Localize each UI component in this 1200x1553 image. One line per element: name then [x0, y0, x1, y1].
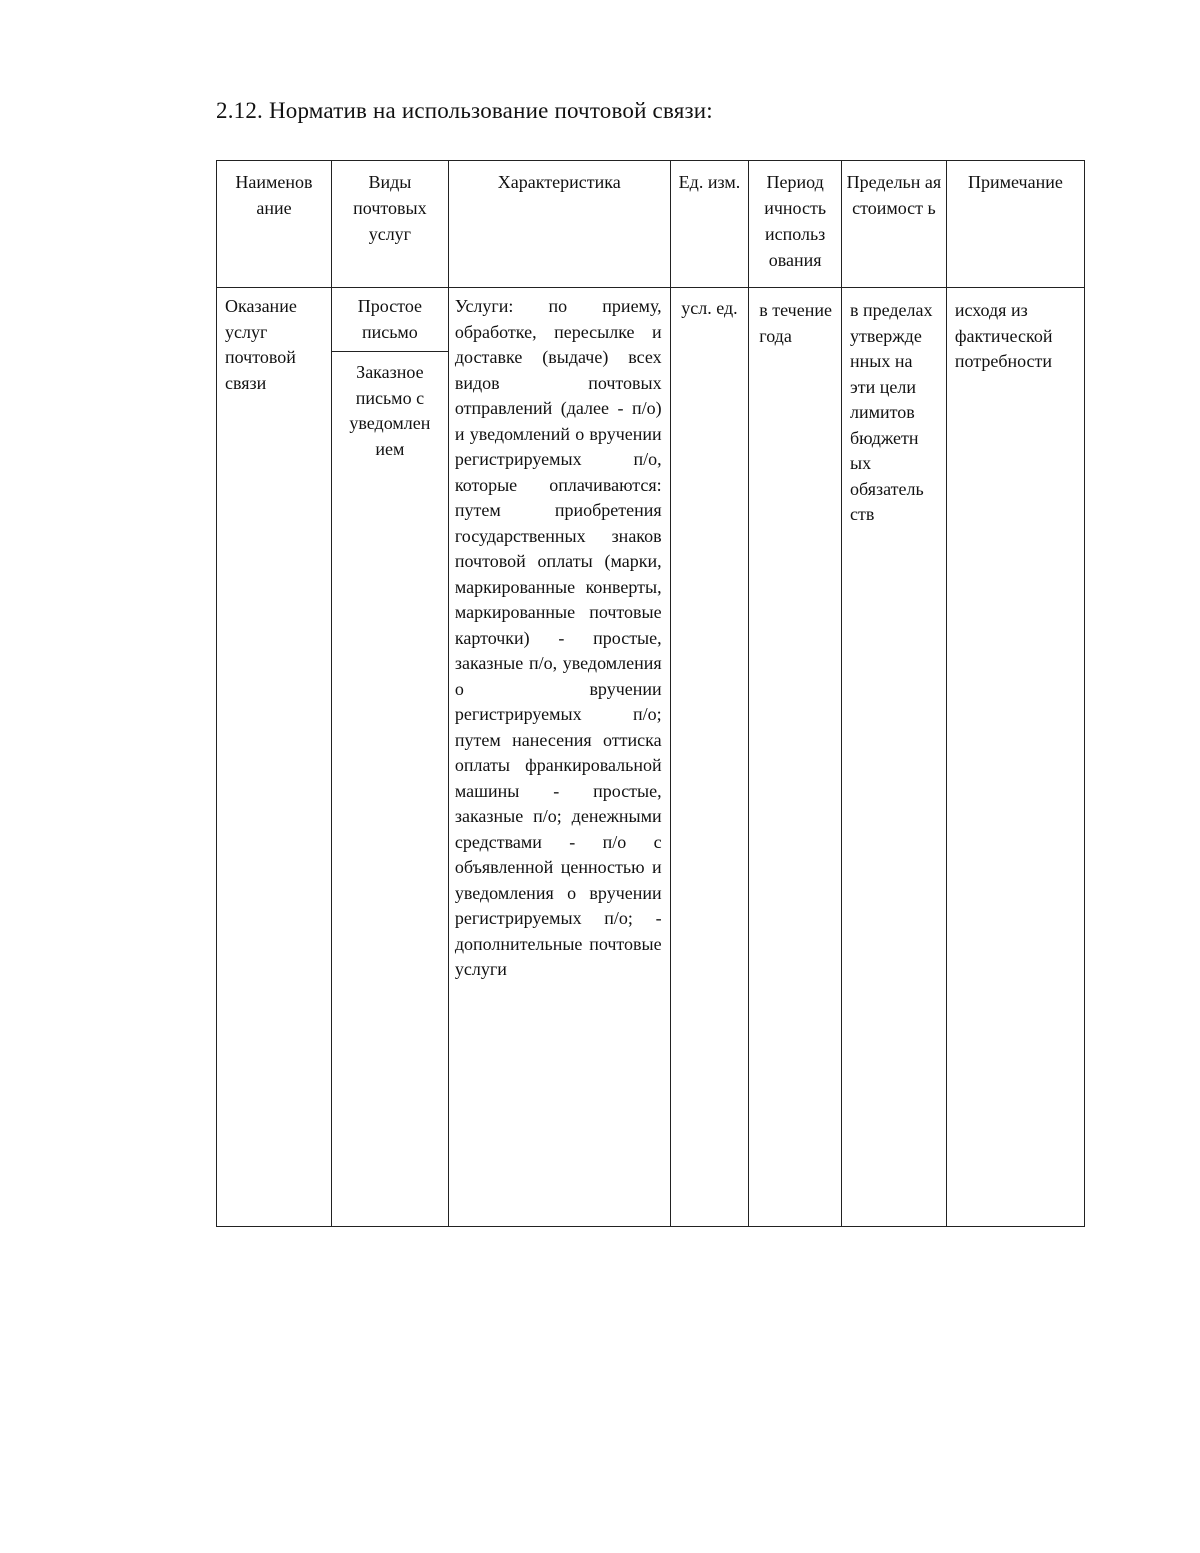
header-characteristic: Характеристика [448, 161, 670, 288]
header-kinds: Виды почтовых услуг [331, 161, 448, 288]
cell-kinds [331, 288, 448, 1227]
header-note: Примечание [946, 161, 1084, 288]
kind-item-simple-letter: Простое письмо [357, 296, 423, 342]
cell-unit: усл. ед. [670, 288, 749, 1227]
table-header-row [217, 161, 1085, 288]
cell-note: исходя из фактической потребности [946, 288, 1084, 1227]
norm-table [216, 160, 1085, 1227]
cell-characteristic: Услуги: по приему, обработке, пересылке и доставке (выдаче) всех видов почтовых отправлений (далее - п/о) и уведомлений о вручении регистрируемых п/о, которые оплачиваются: путем приобретения государственных знаков почтовой оплаты (марки, маркированные конверты, маркированные почтовые карточки) - простые, заказные п/о, уведомления о вручении регистрируемых п/о; путем нанесения оттиска оплаты франкировальной машины - простые, заказные п/о; денежными средствами - п/о с объявленной ценностью и уведомления о вручении регистрируемых п/о; - дополнительные почтовые услуги [448, 288, 670, 1227]
page-heading: 2.12. Норматив на использование почтовой связи: [216, 98, 713, 123]
cell-period: в течение года [749, 288, 842, 1227]
header-period: Период ичность использ ования [749, 161, 842, 288]
header-unit: Ед. изм. [670, 161, 749, 288]
cell-max-cost: в пределах утвержде нных на эти цели лимитов бюджетн ых обязатель ств [842, 288, 947, 1227]
cell-name: Оказание услуг почтовой связи [217, 288, 332, 1227]
header-max-cost: Предельн ая стоимост ь [842, 161, 947, 288]
table-row [217, 288, 1085, 1227]
header-name: Наименов ание [217, 161, 332, 288]
kind-item-registered-letter: Заказное письмо с уведомлен ием [332, 351, 448, 468]
